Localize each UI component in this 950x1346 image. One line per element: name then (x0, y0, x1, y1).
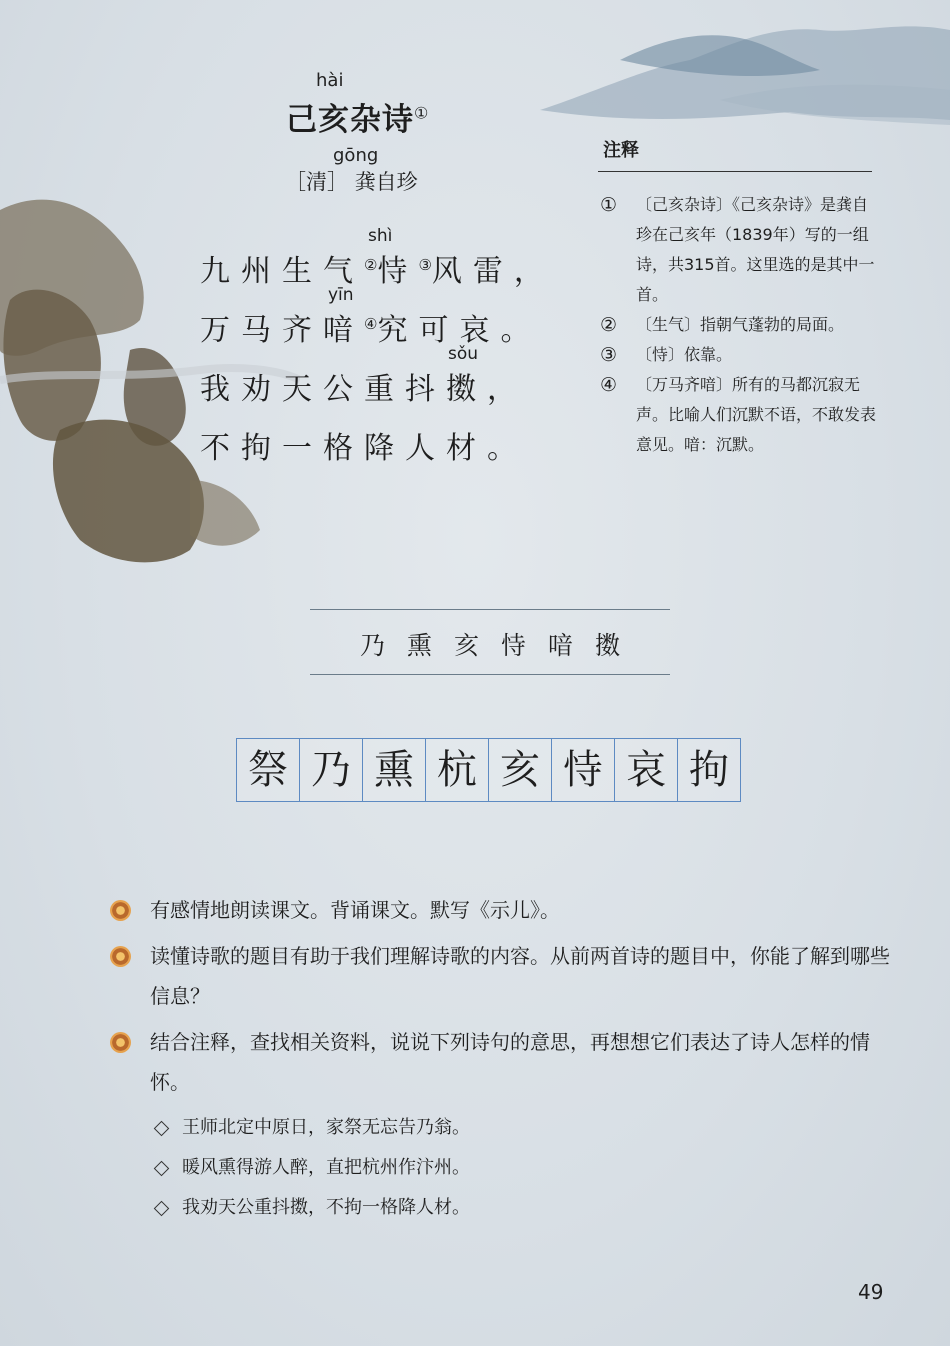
note-mark: ① (414, 103, 430, 123)
note-mark: ② (364, 256, 378, 274)
title-pinyin: hài (316, 70, 344, 91)
char-cell: 哀 (614, 739, 677, 801)
exercise-item (110, 936, 900, 1016)
line-pinyin: yīn (328, 285, 354, 305)
note-item (600, 310, 880, 340)
sub-item-text: 我劝天公重抖擞，不拘一格降人材。 (182, 1197, 470, 1218)
exercise-item (110, 890, 900, 930)
diamond-bullet-icon (154, 1201, 170, 1217)
char-cell: 拘 (677, 739, 740, 801)
recognize-characters: 乃熏亥恃喑擞 (359, 631, 642, 660)
note-number: ② (600, 314, 618, 336)
poem-title-text: 己亥杂诗 (286, 102, 414, 138)
exercise-text: 读懂诗歌的题目有助于我们理解诗歌的内容。从前两首诗的题目中，你能了解到哪些信息？ (150, 944, 890, 1008)
sub-item-text: 王师北定中原日，家祭无忘告乃翁。 (182, 1117, 470, 1138)
line-pinyin: shì (368, 226, 393, 246)
exercise-text: 有感情地朗读课文。背诵课文。默写《示儿》。 (150, 898, 560, 922)
line-text: 恃 (377, 254, 419, 289)
exercise-sub-item (154, 1148, 900, 1188)
note-number: ③ (600, 344, 618, 366)
write-characters-grid (236, 738, 741, 802)
recognize-characters-box (310, 609, 670, 675)
notes-list (600, 190, 880, 460)
exercise-sub-item (154, 1188, 900, 1228)
char-cell: 亥 (488, 739, 551, 801)
exercise-item (110, 1022, 900, 1102)
line-text: 我劝天公重抖擞， (200, 372, 528, 407)
note-mark: ③ (418, 256, 432, 274)
exercise-sub-item (154, 1108, 900, 1148)
note-number: ① (600, 194, 618, 216)
exercise-list (110, 890, 900, 1228)
line-text: 风雷， (431, 254, 555, 289)
exercise-bullet-icon (110, 946, 131, 967)
poem-title (286, 94, 429, 139)
char-cell: 祭 (237, 739, 299, 801)
poem-author (285, 166, 418, 196)
note-mark: ④ (364, 315, 378, 333)
line-text: 万马齐喑 (200, 313, 364, 348)
note-item (600, 190, 880, 310)
author-name: 龚自珍 (354, 170, 418, 194)
exercise-text: 结合注释，查找相关资料，说说下列诗句的意思，再想想它们表达了诗人怎样的情怀。 (150, 1030, 870, 1094)
char-cell: 杭 (425, 739, 488, 801)
page-number: 49 (858, 1280, 884, 1304)
line-text: 九州生气 (200, 254, 364, 289)
note-text: 〔己亥杂诗〕《己亥杂诗》是龚自珍在己亥年（1839年）写的一组诗，共315首。这里选的是其中一首。 (636, 195, 875, 304)
line-text: 不拘一格降人材。 (200, 431, 528, 466)
line-text: 究可哀。 (377, 313, 542, 348)
diamond-bullet-icon (154, 1161, 170, 1177)
exercise-sub-list (110, 1108, 900, 1228)
author-pinyin: gōng (333, 145, 379, 166)
notes-heading: 注释 (603, 140, 639, 161)
diamond-bullet-icon (154, 1121, 170, 1137)
exercise-bullet-icon (110, 1032, 131, 1053)
note-item (600, 340, 880, 370)
char-cell: 熏 (362, 739, 425, 801)
note-item (600, 370, 880, 460)
note-text: 〔万马齐喑〕所有的马都沉寂无声。比喻人们沉默不语，不敢发表意见。喑：沉默。 (636, 375, 877, 454)
note-number: ④ (600, 374, 618, 396)
note-text: 〔恃〕依靠。 (636, 345, 733, 364)
char-cell: 恃 (551, 739, 614, 801)
exercise-bullet-icon (110, 900, 131, 921)
char-cell: 乃 (299, 739, 362, 801)
author-dynasty: ［清］ (285, 170, 348, 194)
mountain-painting-top (520, 0, 950, 140)
sub-item-text: 暖风熏得游人醉，直把杭州作汴州。 (182, 1157, 470, 1178)
notes-divider (598, 171, 872, 172)
line-pinyin: sǒu (448, 344, 479, 364)
note-text: 〔生气〕指朝气蓬勃的局面。 (636, 315, 845, 334)
